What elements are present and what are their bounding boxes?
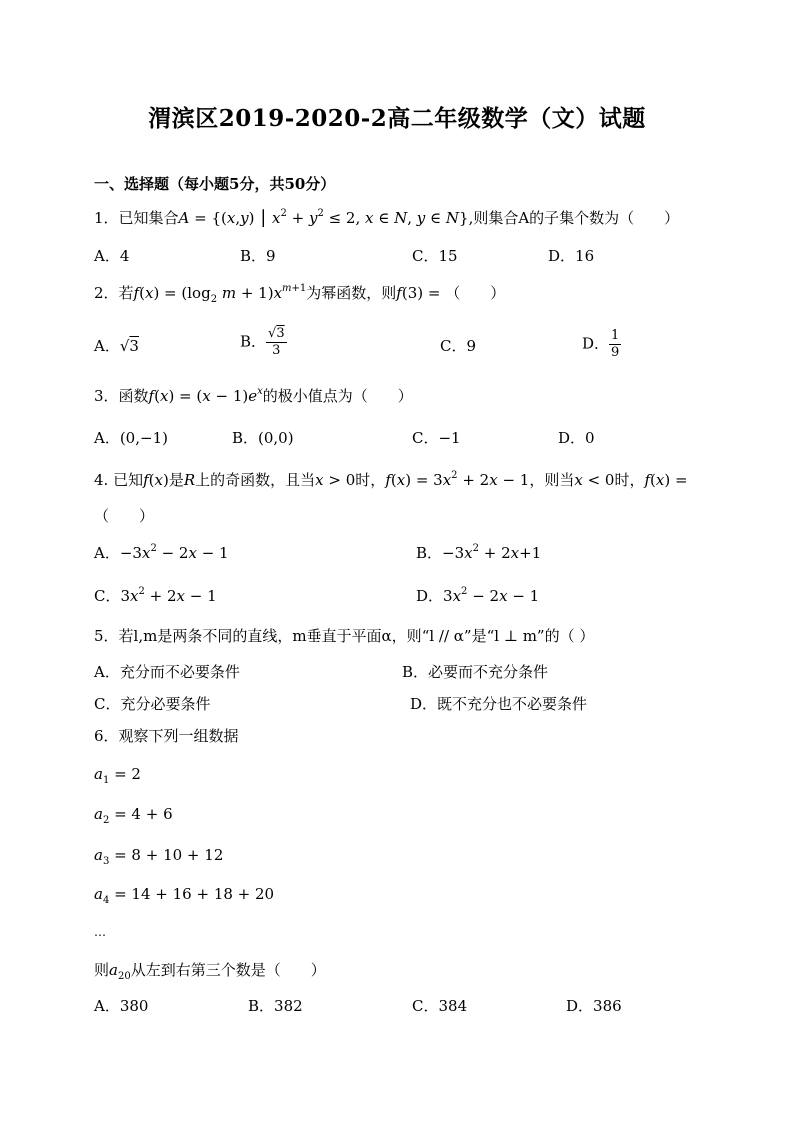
q2-option-c: C．9 — [440, 337, 477, 355]
section-heading: 一、选择题（每小题5分，共50分） — [94, 175, 336, 193]
q1-suffix: ,则集合A的子集个数为（ ） — [468, 209, 680, 227]
question-4: 4. 已知f(x)是R上的奇函数，且当x > 0时，$f(x) = 3x^2 + 2x - 1$，则当x < 0时，f(x) = — [94, 470, 688, 489]
q3-option-a: A．(0,−1) — [94, 429, 168, 447]
q1-set: A — [178, 209, 190, 227]
q4-option-a: A．$-3x^2 - 2x - 1$ — [94, 543, 229, 562]
q3-option-d: D．0 — [558, 429, 595, 447]
q1-option-c: C．15 — [412, 247, 458, 265]
q5-option-b: B．必要而不充分条件 — [402, 663, 549, 681]
question-6: 6．观察下列一组数据 — [94, 727, 239, 745]
question-1: 1．已知集合A = {(x,y) | $x^2 + y^2 \le 2$, x ∈ N, y ∈ N},则集合A的子集个数为（ ） — [94, 207, 680, 228]
q4-option-b: B．$-3x^2 + 2x+1$ — [416, 543, 542, 562]
q2-option-b: B． $\frac{√3}{3}$ — [240, 326, 285, 358]
q1-prefix: 1．已知集合 — [94, 209, 179, 227]
q2-option-a: A．√3 — [94, 337, 139, 355]
q6-option-b: B．382 — [248, 997, 303, 1015]
q5-option-d: D．既不充分也不必要条件 — [410, 695, 588, 713]
sequence-a4: $a_4 = 14 + 16 + 18 + 20$ — [94, 885, 275, 906]
sequence-a2: $a_2 = 4 + 6$ — [94, 805, 173, 826]
q3-option-c: C．−1 — [412, 429, 461, 447]
q6-option-a: A．380 — [94, 997, 149, 1015]
question-4-bracket: （ ） — [94, 507, 155, 525]
q3-option-b: B．(0,0) — [232, 429, 294, 447]
q1-option-b: B．9 — [240, 247, 276, 265]
q5-option-c: C．充分必要条件 — [94, 695, 211, 713]
q6-option-c: C．384 — [412, 997, 468, 1015]
q6-option-d: D．386 — [566, 997, 622, 1015]
question-2: 2．若$f(x) = (\log_2$ $m + 1)x^{m+1}$为幂函数，则f(3) = （ ） — [94, 283, 506, 305]
sequence-a3: $a_3 = 8 + 10 + 12$ — [94, 846, 224, 867]
sequence-a1: $a_1 = 2$ — [94, 765, 141, 786]
question-5: 5．若l,m是两条不同的直线，m垂直于平面α，则“l // α”是“l ⊥ m”的（ ） — [94, 627, 595, 645]
page-title: 渭滨区2019-2020-2高二年级数学（文）试题 — [148, 105, 646, 132]
q1-option-a: A．4 — [94, 247, 130, 265]
question-3: 3．函数$f(x) = (x - 1)e^x$的极小值点为（ ） — [94, 386, 413, 405]
q4-option-c: C．$3x^2 + 2x - 1$ — [94, 586, 217, 605]
q4-option-d: D．$3x^2 - 2x - 1$ — [416, 586, 540, 605]
question-6-ask: 则$a_{20}$从左到右第三个数是（ ） — [94, 961, 326, 982]
sequence-ellipsis: … — [94, 925, 106, 939]
q2-option-d: D． $\frac{1}{9}$ — [582, 328, 620, 360]
q1-option-d: D．16 — [548, 247, 595, 265]
q5-option-a: A．充分而不必要条件 — [94, 663, 240, 681]
